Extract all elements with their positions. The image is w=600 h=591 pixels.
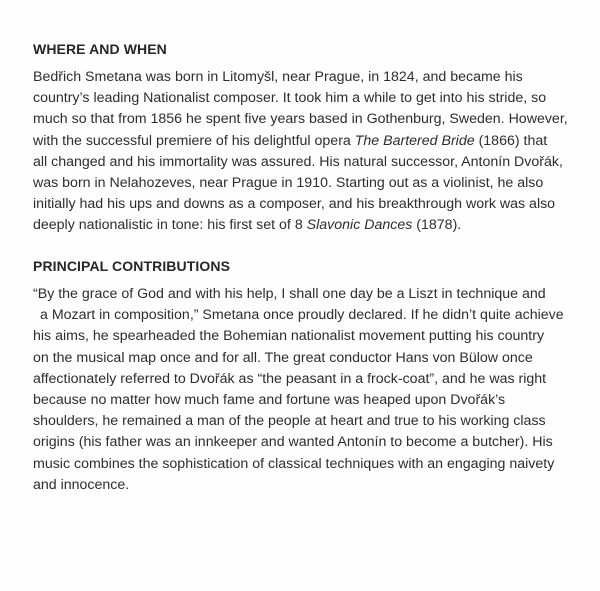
text-line: Bedřich Smetana was born in Litomyšl, near Prague, in 1824, and became his: [33, 69, 523, 85]
text-line: a Mozart in composition,” Smetana once proudly declared. If he didn’t quite achieve: [40, 307, 564, 324]
text-line: much so that from 1856 he spent five years based in Gothenburg, Sweden. However,: [33, 111, 568, 128]
section-where-and-when: [33, 40, 573, 237]
section-heading: WHERE AND WHEN: [33, 41, 167, 57]
work-title: Slavonic Dances: [306, 217, 413, 234]
section-heading: PRINCIPAL CONTRIBUTIONS: [33, 258, 231, 274]
text-line: all changed and his immortality was assured. His natural successor, Antonín Dvořák,: [33, 153, 563, 170]
text-line: with the successful premiere of his delightful opera The Bartered Bride (1866) that: [33, 132, 548, 149]
text-line: “By the grace of God and with his help, I shall one day be a Liszt in technique and: [33, 286, 546, 302]
text-line: and innocence.: [33, 476, 130, 493]
text-line: was born in Nelahozeves, near Prague in 1910. Starting out as a violinist, he also: [33, 175, 544, 192]
text-line: shoulders, he remained a man of the people at heart and true to his working class: [33, 413, 546, 430]
text-line: music combines the sophistication of classical techniques with an engaging naivety: [33, 455, 555, 472]
section-principal-contributions: [33, 257, 573, 496]
text-line: because no matter how much fame and fortune was heaped upon Dvořák’s: [33, 392, 506, 409]
text-line: deeply nationalistic in tone: his first set of 8 Slavonic Dances (1878).: [33, 217, 462, 234]
text-line: affectionately referred to Dvořák as “the peasant in a frock-coat”, and he was right: [33, 370, 547, 387]
text-line: on the musical map once and for all. The great conductor Hans von Bülow once: [33, 349, 533, 366]
opera-title: The Bartered Bride: [354, 132, 475, 149]
text-line: country’s leading Nationalist composer. It took him a while to get into his stride, so: [33, 90, 547, 107]
section-body: [33, 67, 573, 237]
text-line: his aims, he spearheaded the Bohemian nationalist movement putting his country: [33, 328, 545, 345]
text-line: initially had his ups and downs as a composer, and his breakthrough work was also: [33, 196, 556, 213]
section-body: [33, 284, 573, 496]
text-line: origins (his father was an innkeeper and wanted Antonín to become a butcher). His: [33, 434, 553, 451]
